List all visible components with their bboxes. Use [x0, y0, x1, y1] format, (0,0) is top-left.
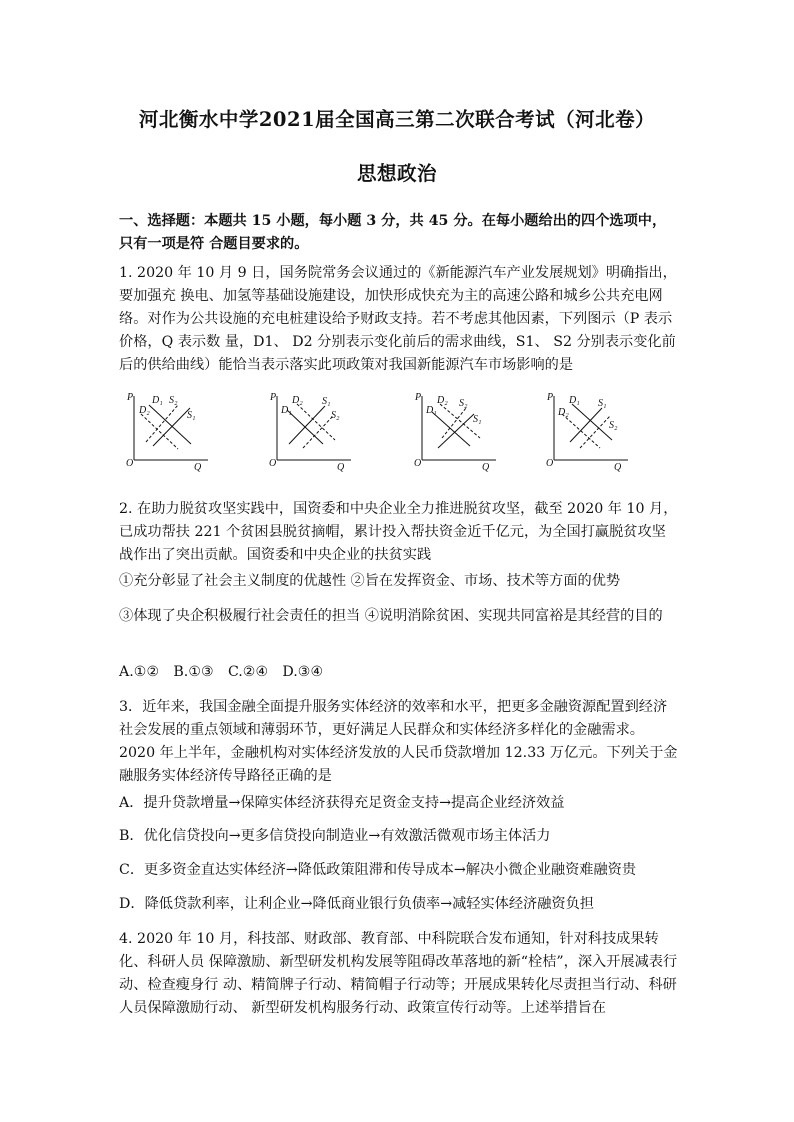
graph-a-q-label: Q: [194, 462, 202, 473]
graph-b-d2-label: D₂: [292, 395, 303, 406]
graph-d-d1-label: D₁: [569, 395, 580, 406]
question-1-text: 1. 2020 年 10 月 9 日，国务院常务会议通过的《新能源汽车产业发展规划》明确指出，要加强充 换电、加氢等基础设施建设，加快形成快充为主的高速公路和城乡公共充电网络。对作为公共设施的充电桩建设给予财政支持。若不考虑其他因素，下列图示（P 表示价格，Q 表示数 量，D1、 D2 分别表示变化前后的需求曲线，S1、 S2 分别表示变化前后的供给曲线）能恰当表示落实此项政策对我国新能源汽车市场影响的是: [119, 265, 677, 373]
graph-b-d2: [297, 404, 335, 440]
question-1-graphs: [116, 386, 636, 476]
graph-d-d2: [562, 414, 600, 448]
graph-a-o-label: O: [126, 458, 134, 469]
page-title: 河北衡水中学2021届全国高三第二次联合考试（河北卷）: [138, 108, 656, 131]
graph-a-d1-label: D₁: [152, 395, 163, 406]
graph-d-s2: [580, 416, 610, 448]
graph-b-q-label: Q: [337, 462, 345, 473]
question-2-text: 2. 在助力脱贫攻坚实践中，国资委和中央企业全力推进脱贫攻坚，截至 2020 年 10 月，已成功帮扶 221 个贫困县脱贫摘帽，累计投入帮扶资金近千亿元，为全国打赢脱贫攻坚战作出了突出贡献。国资委和中央企业的扶贫实践: [119, 501, 678, 563]
question-2-line-1: ①充分彰显了社会主义制度的优越性 ②旨在发挥资金、市场、技术等方面的优势: [119, 573, 621, 589]
graph-d-d2-label: D₂: [558, 407, 569, 418]
graph-b-s1-label: S₁: [322, 396, 331, 407]
graph-c-s1: [438, 414, 474, 448]
question-3-option-a: A．提升贷款增量→保障实体经济获得充足资金支持→提高企业经济效益: [119, 795, 565, 811]
question-3-option-d: D．降低贷款利率，让利企业→降低商业银行负债率→减轻实体经济融资负担: [119, 896, 594, 912]
subject-title: 思想政治: [356, 162, 437, 185]
graph-b-d1-label: D₁: [281, 405, 292, 416]
graph-a-d2: [141, 414, 178, 449]
question-3-option-b: B．优化信贷投向→更多信贷投向制造业→有效激活微观市场主体活力: [119, 828, 551, 844]
graph-d-p-label: P: [547, 392, 554, 403]
question-3-option-c: C．更多资金直达实体经济→降低政策阻滞和传导成本→解决小微企业融资难融资贵: [119, 862, 637, 878]
graph-b: [259, 386, 359, 474]
graph-a-p-label: P: [127, 392, 134, 403]
graph-b-o-label: O: [269, 458, 277, 469]
graph-a: [116, 386, 216, 474]
graph-a-s2-label: S₂: [169, 395, 178, 406]
graph-c-d1-label: D₁: [426, 405, 437, 416]
question-2-line-2: ③体现了央企积极履行社会责任的担当 ④说明消除贫困、实现共同富裕是其经营的目的: [119, 608, 663, 624]
graph-c-s2-label: S₂: [459, 398, 468, 409]
question-2-options: A.①② B.①③ C.②④ D.③④: [119, 664, 324, 680]
graph-d-q-label: Q: [614, 462, 622, 473]
graph-c-q-label: Q: [482, 462, 490, 473]
graph-b-s2-label: S₂: [331, 410, 340, 421]
section-heading: 一、选择题：本题共 15 小题，每小题 3 分，共 45 分。在每小题给出的四个选项中，只有一项是符 合题目要求的。: [119, 213, 667, 252]
graph-a-d1: [149, 405, 191, 444]
question-3-text: 3．近年来，我国金融全面提升服务实体经济的效率和水平，把更多金融资源配置到经济社会发展的重点领域和薄弱环节，更好满足人民群众和实体经济多样化的金融需求。2020 年上半年，金融机构对实体经济发放的人民币贷款增加 12.33 万亿元。下列关于金融服务实体经济传导路径正确的是: [119, 699, 678, 784]
graph-d: [536, 386, 636, 474]
graph-a-d2-label: D₂: [139, 405, 150, 416]
graph-c-o-label: O: [414, 458, 422, 469]
graph-c: [404, 386, 504, 474]
graph-d-s2-label: S₂: [609, 420, 618, 431]
graph-c-p-label: P: [415, 392, 422, 403]
graph-c-d2-label: D₂: [437, 395, 448, 406]
graph-d-s1-label: S₁: [598, 398, 607, 409]
question-4-text: 4. 2020 年 10 月，科技部、财政部、教育部、中科院联合发布通知，针对科技成果转化、科研人员 保障激励、新型研发机构发展等阻碍改革落地的新“栓桔”，深入开展减表行动、检查瘦身行 动、精简牌子行动、精简帽子行动等；开展成果转化尽责担当行动、科研人员保障激励行动、 新型研发机构服务行动、政策宣传行动等。上述举措旨在: [119, 931, 678, 1016]
graph-b-p-label: P: [270, 392, 277, 403]
graph-c-s1-label: S₁: [473, 414, 482, 425]
graph-d-o-label: O: [546, 458, 554, 469]
graph-a-s1-label: S₁: [187, 410, 196, 421]
graph-c-d1: [432, 412, 470, 446]
graph-b-s2: [303, 416, 333, 448]
